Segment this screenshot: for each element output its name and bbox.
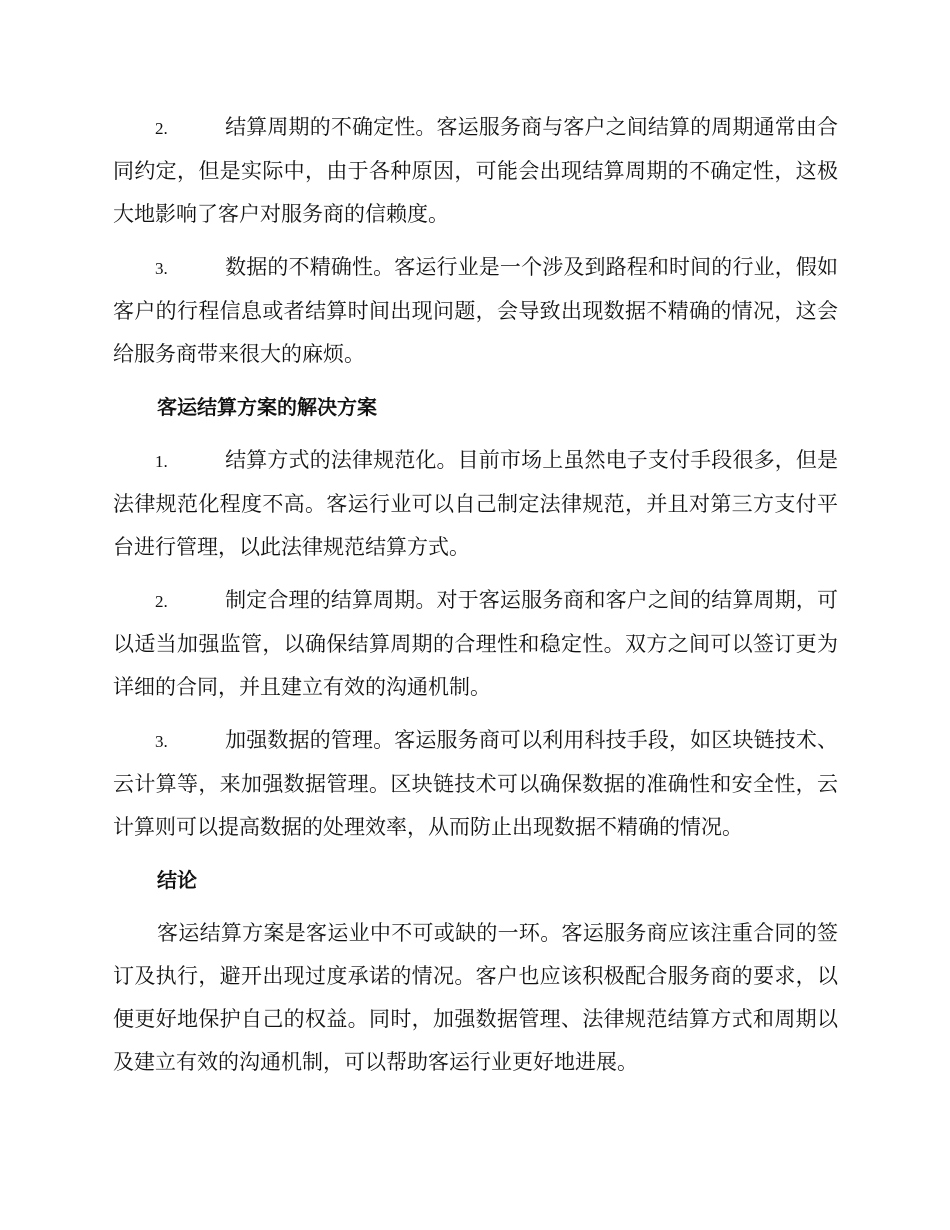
list-number: 3. <box>155 259 168 278</box>
list-text: 数据的不精确性。客运行业是一个涉及到路程和时间的行业，假如客户的行程信息或者结算时间出现问题，会导致出现数据不精确的情况，这会给服务商带来很大的麻烦。 <box>113 255 838 366</box>
list-number: 1. <box>155 452 168 471</box>
list-text: 加强数据的管理。客运服务商可以利用科技手段，如区块链技术、云计算等，来加强数据管理。区块链技术可以确保数据的准确性和安全性，云计算则可以提高数据的处理效率，从而防止出现数据不精确的情况。 <box>113 728 838 839</box>
list-text: 结算周期的不确定性。客运服务商与客户之间结算的周期通常由合同约定，但是实际中，由于各种原因，可能会出现结算周期的不确定性，这极大地影响了客户对服务商的信赖度。 <box>113 115 838 226</box>
list-number: 2. <box>155 592 168 611</box>
list-item <box>113 439 838 569</box>
list-item <box>113 579 838 709</box>
list-number: 2. <box>155 119 168 138</box>
document-page <box>113 106 838 1094</box>
list-number: 3. <box>155 732 168 751</box>
list-text: 制定合理的结算周期。对于客运服务商和客户之间的结算周期，可以适当加强监管，以确保结算周期的合理性和稳定性。双方之间可以签订更为详细的合同，并且建立有效的沟通机制。 <box>113 588 838 699</box>
list-text: 结算方式的法律规范化。目前市场上虽然电子支付手段很多，但是法律规范化程度不高。客运行业可以自己制定法律规范，并且对第三方支付平台进行管理，以此法律规范结算方式。 <box>113 448 838 559</box>
list-item <box>113 246 838 376</box>
section-heading-solutions: 客运结算方案的解决方案 <box>157 395 377 419</box>
conclusion-paragraph: 客运结算方案是客运业中不可或缺的一环。客运服务商应该注重合同的签订及执行，避开出现过度承诺的情况。客户也应该积极配合服务商的要求，以便更好地保护自己的权益。同时，加强数据管理、法律规范结算方式和周期以及建立有效的沟通机制，可以帮助客运行业更好地进展。 <box>113 921 838 1074</box>
section-heading-conclusion: 结论 <box>157 868 197 892</box>
list-item <box>113 719 838 849</box>
list-item <box>113 106 838 236</box>
